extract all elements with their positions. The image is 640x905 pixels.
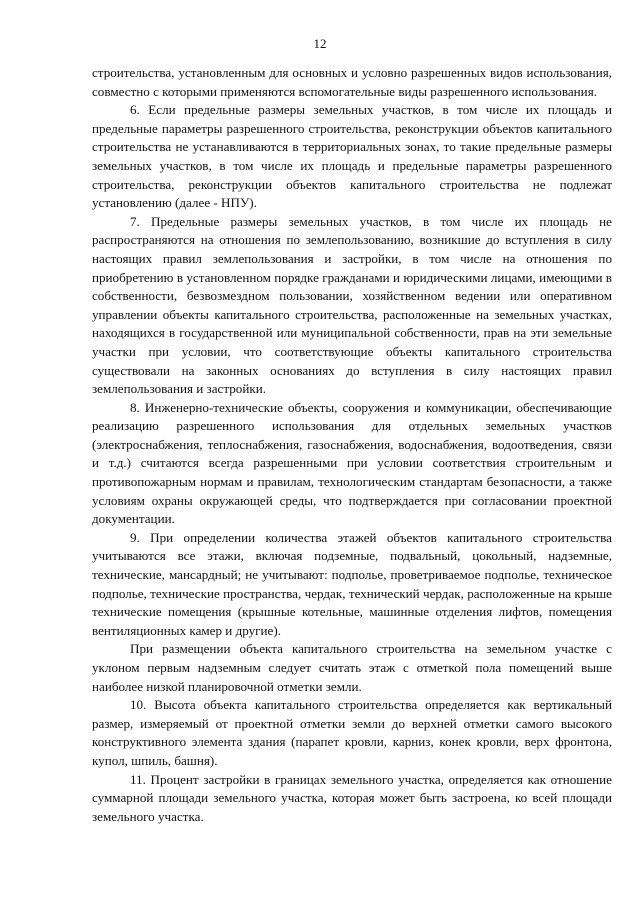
page-number: 12	[313, 36, 327, 51]
paragraph-item-6: 6. Если предельные размеры земельных участков, в том числе их площадь и предельные параметры разрешенного строительства, реконструкции объектов капитального строительства не устанавливаются в территориальных зонах, то такие предельные размеры земельных участков, в том числе их площадь и предельные параметры разрешенного строительства, реконструкции объектов капитального строительства не подлежат установлению (далее - НПУ).	[92, 102, 612, 211]
paragraph-item-7: 7. Предельные размеры земельных участков, в том числе их площадь не распространяются на отношения по землепользованию, возникшие до вступления в силу настоящих правил землепользования и застройки, в том числе на отношения по приобретению в установленном порядке гражданами и юридическими лицами, имеющими в собственности, безвозмездном пользовании, хозяйственном ведении или оперативном управлении объекты капитального строительства, расположенные на земельных участках, находящихся в государственной или муниципальной собственности, прав на эти земельные участки при условии, что соответствующие объекты капитального строительства существовали на законных основаниях до вступления в силу настоящих правил землепользования и застройки.	[92, 213, 612, 397]
paragraph-item-9: 9. При определении количества этажей объектов капитального строительства учитываются все этажи, включая подземные, подвальный, цокольный, надземные, технические, мансардный; не учитывают: подполье, проветриваемое подполье, техническое подполье, технические пространства, чердак, технический чердак, расположенные на крыше технические помещения (крышные котельные, машинные отделения лифтов, помещения вентиляционных камер и другие).	[92, 529, 612, 638]
document-text-body	[92, 64, 612, 826]
paragraph-item-10: 10. Высота объекта капитального строительства определяется как вертикальный размер, измеряемый от проектной отметки земли до верхней отметки самого высокого конструктивного элемента здания (парапет кровли, карниз, конек кровли, верх фронтона, купол, шпиль, башня).	[92, 697, 612, 768]
paragraph-item-8: 8. Инженерно-технические объекты, сооружения и коммуникации, обеспечивающие реализацию разрешенного использования для отдельных земельных участков (электроснабжения, теплоснабжения, газоснабжения, водоснабжения, водоотведения, связи и т.д.) считаются всегда разрешенными при условии соответствия строительным и противопожарным нормам и правилам, технологическим стандартам безопасности, а также условиям охраны окружающей среды, что подтверждается при согласовании проектной документации.	[92, 399, 612, 527]
paragraph-item-9-slope: При размещении объекта капитального строительства на земельном участке с уклоном первым надземным следует считать этаж с отметкой пола помещений выше наиболее низкой планировочной отметки земли.	[92, 641, 612, 694]
paragraph-item-11: 11. Процент застройки в границах земельного участка, определяется как отношение суммарной площади земельного участка, которая может быть застроена, ко всей площади земельного участка.	[92, 771, 612, 824]
paragraph-continuation: строительства, установленным для основных и условно разрешенных видов использования, совместно с которыми применяются вспомогательные виды разрешенного использования.	[92, 65, 612, 99]
